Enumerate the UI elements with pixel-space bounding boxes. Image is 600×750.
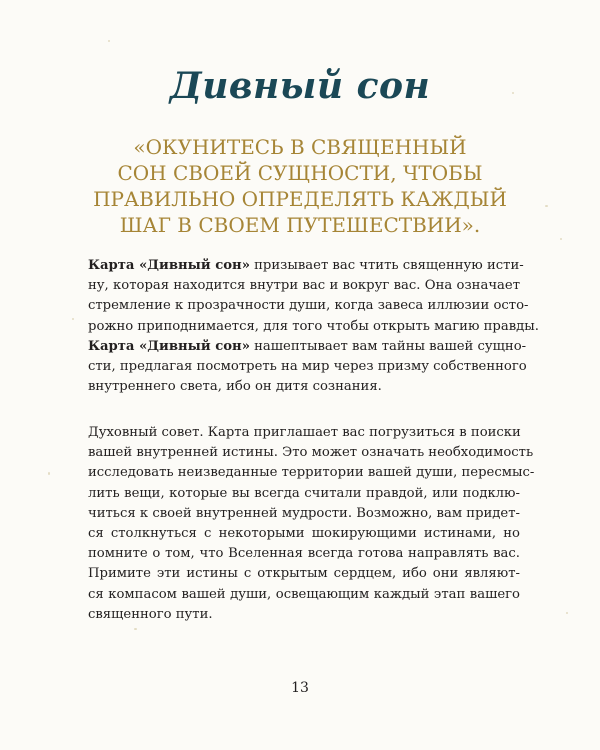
paper-speck [108, 40, 110, 42]
paper-speck [72, 318, 74, 320]
text-line: ся компасом вашей души, освещающим каждый этап вашего [88, 586, 520, 602]
text-fragment: призывает вас чтить священную исти- [249, 258, 524, 273]
text-line: внутреннего света, ибо он дитя сознания. [88, 379, 382, 395]
text-line: ну, которая находится внутри вас и вокруг вас. Она означает [88, 278, 520, 294]
text-line: сти, предлагая посмотреть на мир через призму собственного [88, 359, 527, 375]
text-line: Духовный совет. Карта приглашает вас погрузиться в поиски [88, 425, 521, 440]
epigraph-quote [60, 134, 540, 238]
text-line: стремление к прозрачности души, когда завеса иллюзии осто- [88, 298, 529, 314]
quote-line: «ОКУНИТЕСЬ В СВЯЩЕННЫЙ [133, 135, 467, 159]
text-line: вашей внутренней истины. Это может означать необходимость [88, 445, 534, 461]
paper-speck [560, 238, 562, 240]
text-line: исследовать неизведанные территории вашей души, пересмыс- [88, 465, 535, 481]
page-title: Дивный сон [169, 65, 431, 107]
text-line: лить вещи, которые вы всегда считали правдой, или подклю- [88, 485, 520, 501]
paragraph-spiritual-advice [88, 423, 535, 625]
text-line: рожно приподнимается, для того чтобы открыть магию правды. [88, 318, 539, 334]
text-line: ся столкнуться с некоторыми шокирующими истинами, но [88, 526, 520, 542]
paper-speck [48, 472, 50, 475]
quote-line: СОН СВОЕЙ СУЩНОСТИ, ЧТОБЫ [117, 161, 483, 185]
quote-line: ШАГ В СВОЕМ ПУТЕШЕСТВИИ». [119, 213, 481, 237]
text-line: Примите эти истины с открытым сердцем, ибо они являют- [88, 566, 520, 582]
paragraph-card-meaning [88, 256, 539, 397]
text-line: помните о том, что Вселенная всегда готова направлять вас. [88, 546, 520, 562]
text-line: читься к своей внутренней мудрости. Возможно, вам придет- [88, 505, 520, 521]
quote-line: ПРАВИЛЬНО ОПРЕДЕЛЯТЬ КАЖДЫЙ [93, 187, 507, 211]
text-line [88, 337, 527, 357]
paper-speck [545, 205, 548, 207]
paper-speck [566, 612, 568, 614]
card-name-bold: Карта «Дивный сон» [88, 258, 250, 273]
text-fragment: нашептывает вам тайны вашей сущно- [249, 338, 527, 354]
paper-speck [134, 628, 137, 630]
text-line: священного пути. [88, 606, 213, 622]
page-number: 13 [291, 680, 309, 696]
card-name-bold: Карта «Дивный сон» [88, 338, 250, 354]
text-line [88, 256, 524, 276]
